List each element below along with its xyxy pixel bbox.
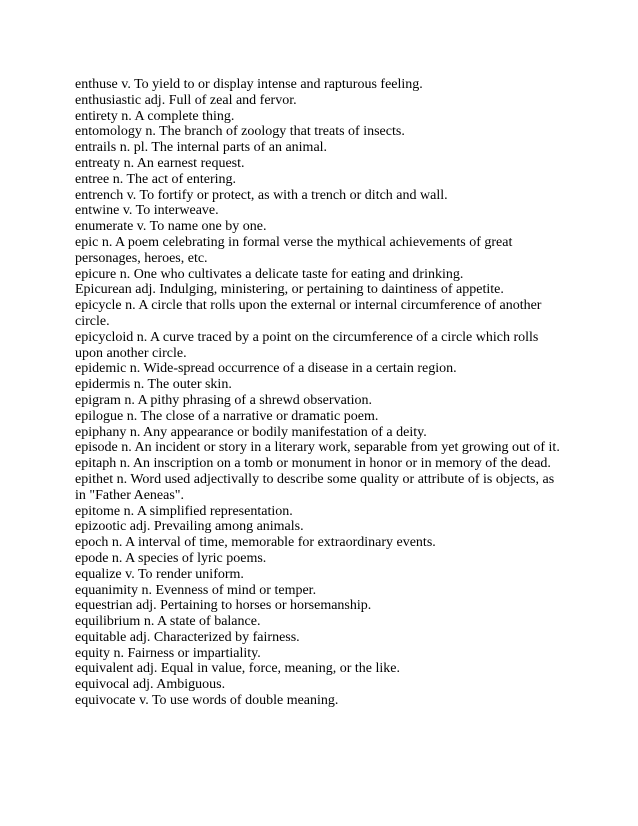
dictionary-entry: Epicurean adj. Indulging, ministering, or pertaining to daintiness of appetite. [75, 282, 504, 298]
dictionary-entry: epicycle n. A circle that rolls upon the external or internal circumference of another circle. [75, 298, 542, 329]
dictionary-entry: enumerate v. To name one by one. [75, 219, 267, 235]
dictionary-entry: entreaty n. An earnest request. [75, 155, 245, 171]
dictionary-entry-list [75, 77, 565, 709]
dictionary-entry: epizootic adj. Prevailing among animals. [75, 519, 304, 535]
dictionary-entry: epidemic n. Wide-spread occurrence of a disease in a certain region. [75, 361, 457, 377]
dictionary-entry: equity n. Fairness or impartiality. [75, 645, 261, 661]
dictionary-entry: epoch n. A interval of time, memorable for extraordinary events. [75, 535, 436, 551]
dictionary-entry: equilibrium n. A state of balance. [75, 614, 261, 630]
dictionary-entry: enthusiastic adj. Full of zeal and fervor. [75, 92, 297, 108]
dictionary-entry: epitaph n. An inscription on a tomb or monument in honor or in memory of the dead. [75, 456, 551, 472]
dictionary-entry: enthuse v. To yield to or display intense and rapturous feeling. [75, 77, 423, 92]
dictionary-entry: epigram n. A pithy phrasing of a shrewd observation. [75, 392, 373, 408]
dictionary-entry: epicycloid n. A curve traced by a point on the circumference of a circle which rolls upon another circle. [75, 329, 539, 361]
dictionary-entry: equanimity n. Evenness of mind or temper. [75, 582, 317, 598]
dictionary-entry: entrails n. pl. The internal parts of an animal. [75, 140, 328, 156]
dictionary-entry: entirety n. A complete thing. [75, 108, 235, 124]
dictionary-entry: episode n. An incident or story in a literary work, separable from yet growing out of it. [75, 440, 560, 456]
dictionary-entry: epiphany n. Any appearance or bodily manifestation of a deity. [75, 424, 427, 440]
dictionary-entry: equivalent adj. Equal in value, force, meaning, or the like. [75, 661, 400, 677]
dictionary-entry: equivocate v. To use words of double meaning. [75, 693, 339, 709]
dictionary-entry: epilogue n. The close of a narrative or dramatic poem. [75, 408, 379, 424]
dictionary-entry: epitome n. A simplified representation. [75, 503, 293, 519]
dictionary-entry: equivocal adj. Ambiguous. [75, 677, 226, 693]
dictionary-entry: entrench v. To fortify or protect, as with a trench or ditch and wall. [75, 187, 448, 203]
dictionary-entry: equitable adj. Characterized by fairness. [75, 629, 300, 645]
dictionary-entry: epic n. A poem celebrating in formal verse the mythical achievements of great personages, heroes, etc. [75, 234, 513, 266]
dictionary-entry: epicure n. One who cultivates a delicate taste for eating and drinking. [75, 266, 464, 282]
dictionary-entry: epidermis n. The outer skin. [75, 377, 232, 393]
dictionary-entry: entwine v. To interweave. [75, 203, 219, 219]
dictionary-entry: epode n. A species of lyric poems. [75, 550, 267, 566]
dictionary-entry: equestrian adj. Pertaining to horses or horsemanship. [75, 598, 372, 614]
dictionary-entry: epithet n. Word used adjectivally to describe some quality or attribute of is objects, as in "Father Aeneas". [75, 471, 555, 503]
dictionary-entry: entree n. The act of entering. [75, 171, 237, 187]
dictionary-entry: entomology n. The branch of zoology that treats of insects. [75, 124, 405, 140]
dictionary-entry: equalize v. To render uniform. [75, 566, 244, 582]
